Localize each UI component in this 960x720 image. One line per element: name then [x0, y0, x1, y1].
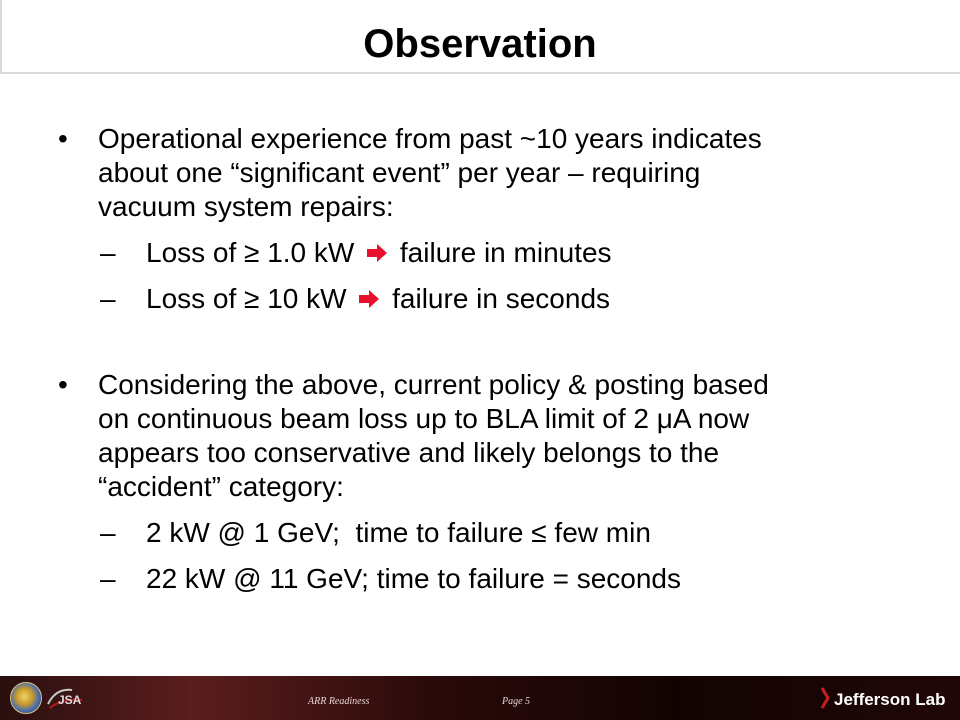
bullet-2-line-1: Considering the above, current policy & posting based	[98, 369, 769, 400]
bullet-1-line-2: about one “significant event” per year – requiring	[98, 157, 701, 188]
sub-dash: –	[100, 237, 116, 268]
bullet-dot: •	[58, 123, 68, 154]
sub-bullet-1-1	[58, 236, 918, 270]
footer-bar	[0, 676, 960, 720]
right-arrow-icon	[366, 244, 388, 262]
slide-title: Observation	[363, 22, 597, 66]
sub-bullet-2-1	[58, 516, 918, 550]
sub-2-2-text: 22 kW @ 11 GeV; time to failure = seconds	[146, 563, 681, 594]
jsa-logo-icon	[46, 684, 86, 712]
bullet-2-line-3: appears too conservative and likely belongs to the	[98, 437, 720, 468]
footer-page-number: Page 5	[502, 696, 531, 707]
bullet-dot: •	[58, 369, 68, 400]
bullet-2-line-4: “accident” category:	[98, 471, 344, 502]
title-divider	[0, 72, 960, 74]
seal-logo-icon	[10, 682, 42, 714]
sub-1-1-after: failure in minutes	[399, 237, 612, 268]
right-arrow-icon	[358, 290, 380, 308]
sub-dash: –	[100, 283, 116, 314]
sub-1-1-before: Loss of ≥ 1.0 kW	[146, 237, 355, 268]
footer-left-text: ARR Readiness	[308, 696, 370, 707]
bullet-2-line-2: on continuous beam loss up to BLA limit of 2 μA now	[98, 403, 750, 434]
bullet-2	[58, 368, 918, 504]
sub-bullet-2-2	[58, 562, 918, 596]
sub-bullet-1-2	[58, 282, 918, 316]
jsa-logo-text: JSA	[58, 693, 82, 707]
bullet-1-line-1: Operational experience from past ~10 years indicates	[98, 123, 762, 154]
sub-dash: –	[100, 563, 116, 594]
jefferson-lab-logo-icon	[820, 684, 950, 714]
slide-content	[58, 122, 918, 596]
bullet-1	[58, 122, 918, 224]
sub-1-2-after: failure in seconds	[392, 283, 611, 314]
sub-dash: –	[100, 517, 116, 548]
sub-1-2-before: Loss of ≥ 10 kW	[146, 283, 347, 314]
sub-2-1-text: 2 kW @ 1 GeV; time to failure ≤ few min	[146, 517, 651, 548]
jefferson-lab-logo-text: Jefferson Lab	[834, 690, 946, 709]
title-bar	[0, 0, 960, 74]
bullet-1-line-3: vacuum system repairs:	[98, 191, 394, 222]
